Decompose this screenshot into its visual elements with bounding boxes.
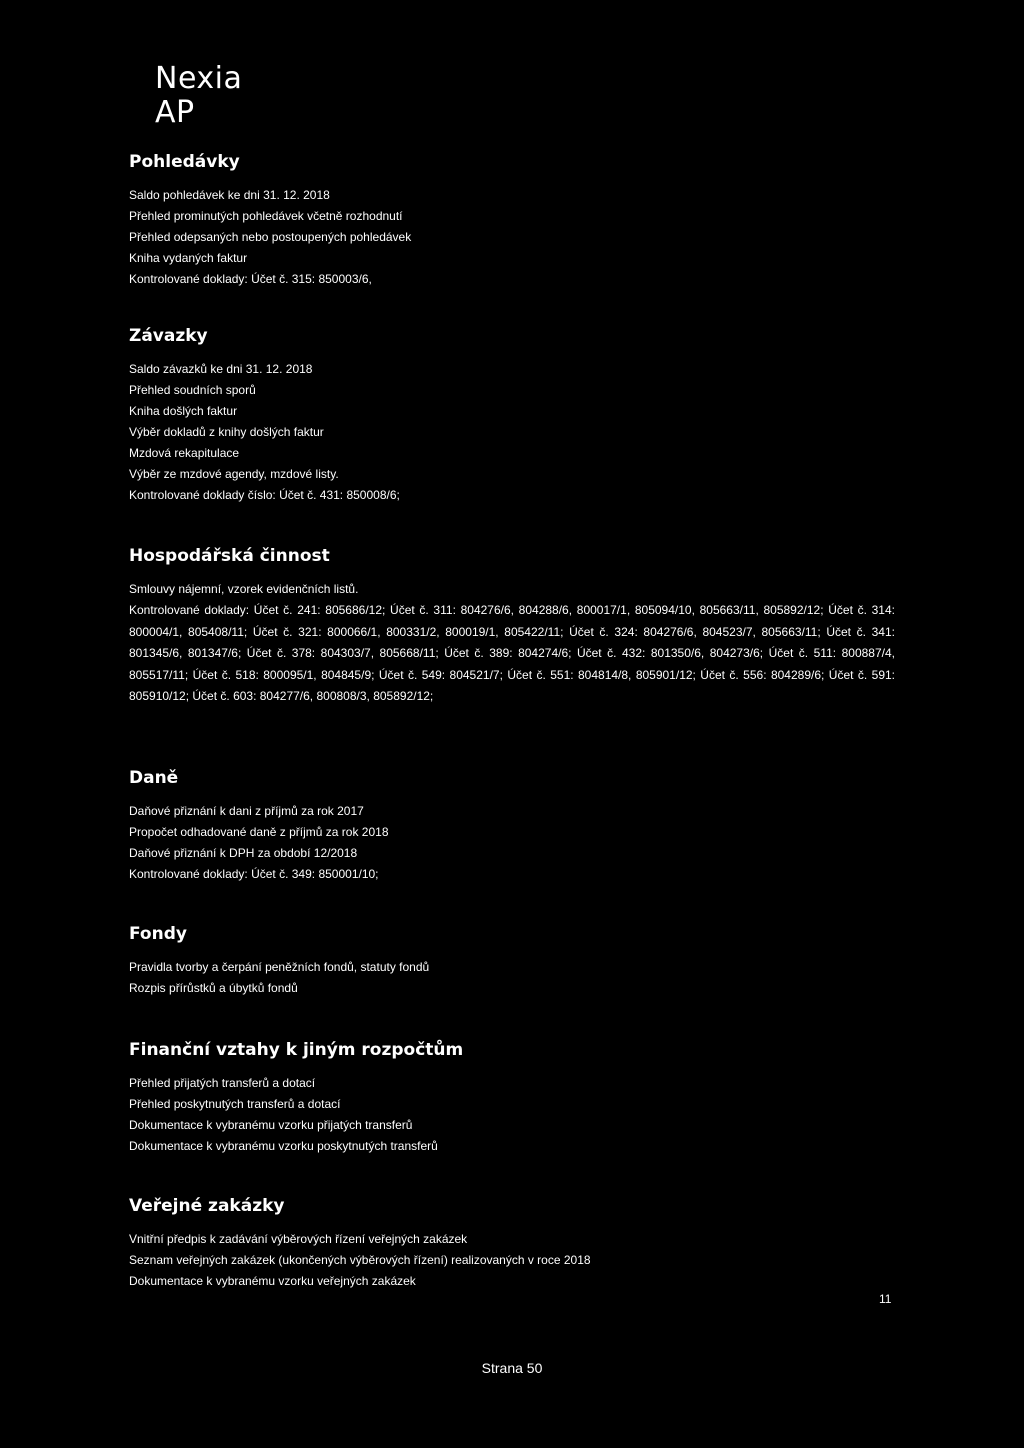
list-item: Dokumentace k vybranému vzorku přijatých transferů — [129, 1118, 413, 1132]
list-item: Dokumentace k vybranému vzorku veřejných zakázek — [129, 1274, 416, 1288]
list-item: Pravidla tvorby a čerpání peněžních fondů, statuty fondů — [129, 960, 430, 974]
section-title: Daně — [129, 768, 179, 788]
list-item: Kontrolované doklady číslo: Účet č. 431: 850008/6; — [129, 488, 400, 502]
list-item: Kontrolované doklady: Účet č. 349: 850001/10; — [129, 867, 379, 881]
logo-line-2: AP — [155, 95, 195, 130]
section-title: Hospodářská činnost — [129, 546, 330, 566]
section-pohledavky — [129, 152, 895, 290]
section-title: Finanční vztahy k jiným rozpočtům — [129, 1040, 464, 1060]
section-verejne-zakazky — [129, 1196, 895, 1292]
list-item: Výběr dokladů z knihy došlých faktur — [129, 425, 324, 439]
controlled-documents-paragraph: Kontrolované doklady: Účet č. 241: 805686/12; Účet č. 311: 804276/6, 804288/6, 800017/1, 805094/10, 805663/11, 805892/12; Účet č. 314: 800004/1, 805408/11; Účet č. 321: 800066/1, 800331/2, 800019/1, 805422/11; Účet č. 324: 804276/6, 804523/7, 805663/11; Účet č. 341: 801345/6, 801347/6; Účet č. 378: 804303/7, 805668/11; Účet č. 389: 804274/6; Účet č. 432: 801350/6, 804273/6; Účet č. 511: 800887/4, 805517/11; Účet č. 518: 800095/1, 804845/9; Účet č. 549: 804521/7; Účet č. 551: 804814/8, 805901/12; Účet č. 556: 804289/6; Účet č. 591: 805910/12; Účet č. 603: 804277/6, 800808/3, 805892/12; — [129, 603, 895, 703]
list-item: Přehled prominutých pohledávek včetně rozhodnutí — [129, 209, 403, 223]
list-item: Výběr ze mzdové agendy, mzdové listy. — [129, 467, 339, 481]
section-title: Závazky — [129, 326, 208, 346]
section-fondy — [129, 924, 895, 999]
section-title: Fondy — [129, 924, 187, 944]
list-item: Přehled poskytnutých transferů a dotací — [129, 1097, 341, 1111]
list-item: Smlouvy nájemní, vzorek evidenčních listů. — [129, 582, 359, 596]
list-item: Kontrolované doklady: Účet č. 315: 850003/6, — [129, 272, 372, 286]
list-item: Saldo pohledávek ke dni 31. 12. 2018 — [129, 188, 330, 202]
section-title: Pohledávky — [129, 152, 240, 172]
list-item: Přehled odepsaných nebo postoupených pohledávek — [129, 230, 412, 244]
list-item: Kniha vydaných faktur — [129, 251, 248, 265]
list-item: Mzdová rekapitulace — [129, 446, 240, 460]
company-logo — [155, 62, 242, 130]
section-zavazky — [129, 326, 895, 506]
list-item: Saldo závazků ke dni 31. 12. 2018 — [129, 362, 313, 376]
list-item: Propočet odhadované daně z příjmů za rok 2018 — [129, 825, 389, 839]
list-item: Seznam veřejných zakázek (ukončených výběrových řízení) realizovaných v roce 2018 — [129, 1253, 591, 1267]
section-title: Veřejné zakázky — [129, 1196, 285, 1216]
page-number: 11 — [879, 1292, 892, 1306]
section-dane — [129, 768, 895, 885]
list-item: Přehled přijatých transferů a dotací — [129, 1076, 316, 1090]
section-financni-vztahy — [129, 1040, 895, 1157]
list-item: Daňové přiznání k dani z příjmů za rok 2017 — [129, 804, 364, 818]
page-footer: Strana 50 — [481, 1360, 543, 1376]
list-item: Přehled soudních sporů — [129, 383, 256, 397]
logo-line-1: Nexia — [155, 61, 243, 96]
list-item: Daňové přiznání k DPH za období 12/2018 — [129, 846, 358, 860]
list-item: Kniha došlých faktur — [129, 404, 238, 418]
section-hospodarska-cinnost — [129, 546, 895, 708]
list-item: Dokumentace k vybranému vzorku poskytnutých transferů — [129, 1139, 438, 1153]
list-item: Vnitřní předpis k zadávání výběrových řízení veřejných zakázek — [129, 1232, 468, 1246]
list-item: Rozpis přírůstků a úbytků fondů — [129, 981, 298, 995]
